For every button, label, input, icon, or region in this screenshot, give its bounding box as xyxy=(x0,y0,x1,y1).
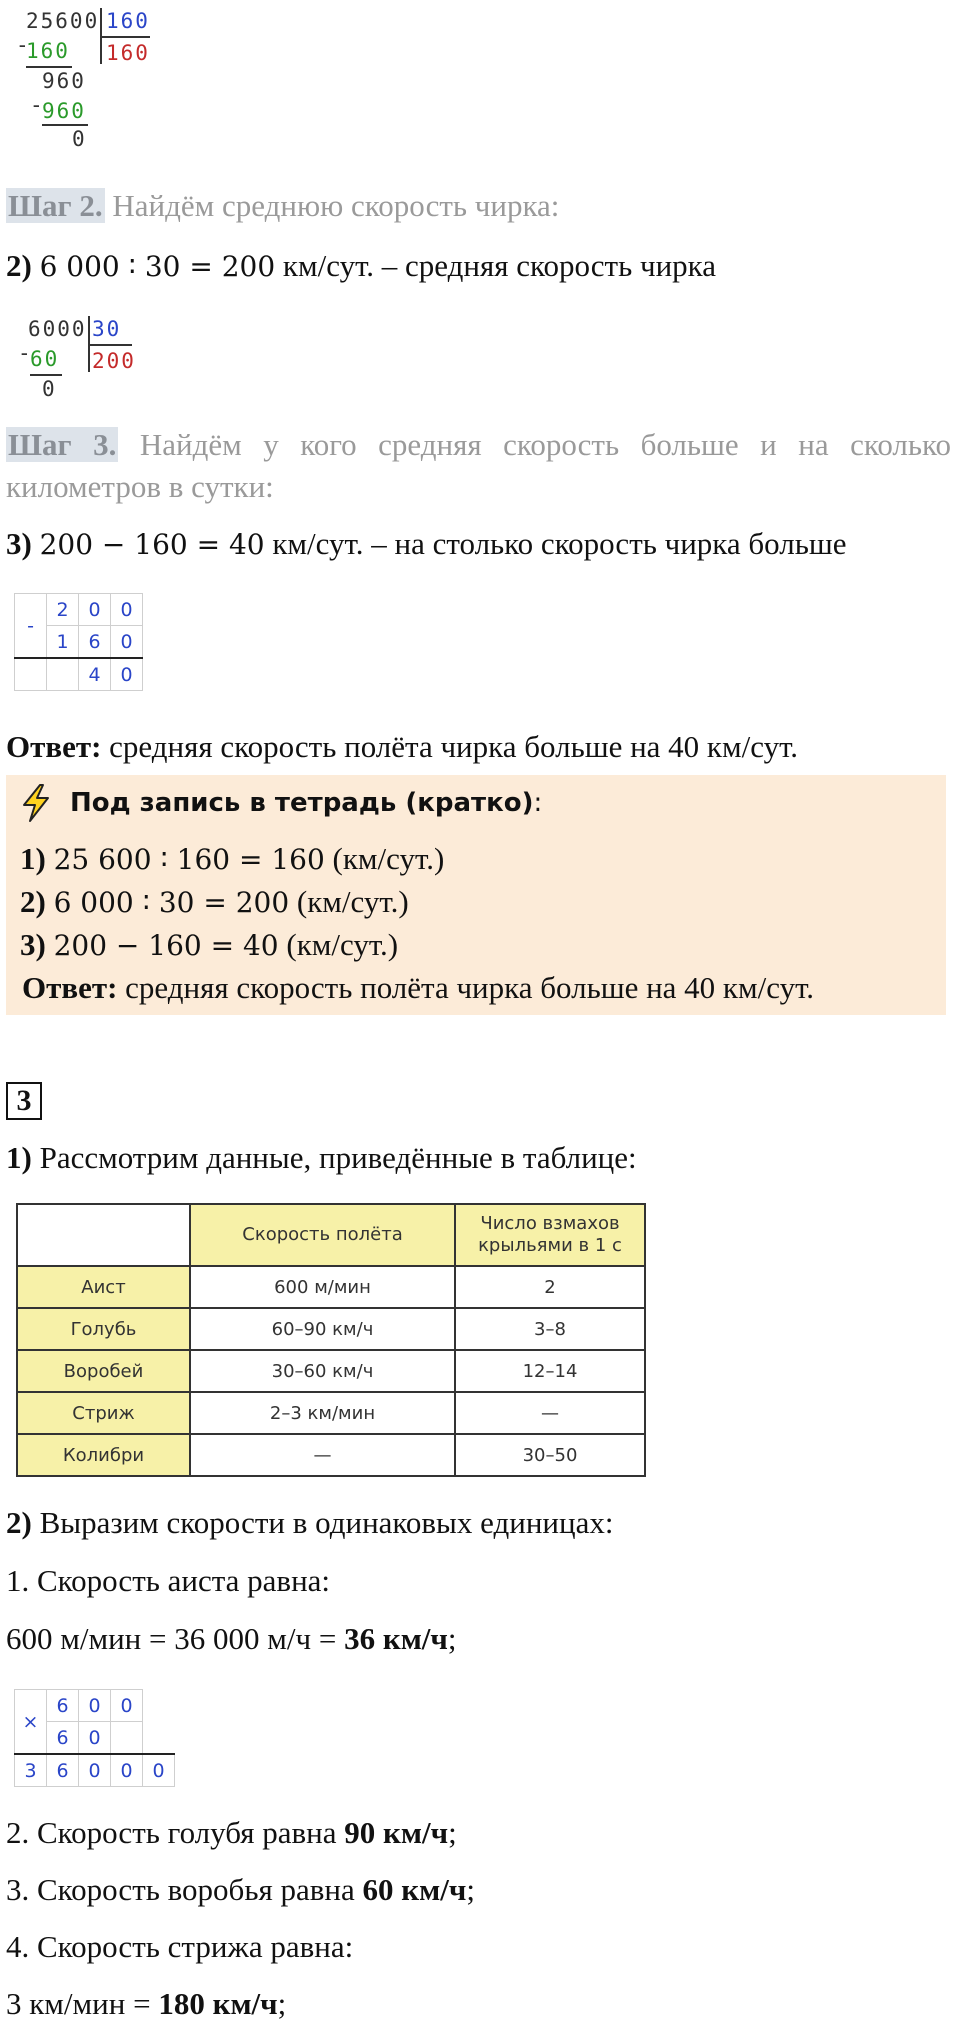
line-unit: (км/сут.) xyxy=(296,884,409,919)
task-3-point-2 xyxy=(6,1503,613,1543)
table-row xyxy=(17,1350,645,1392)
birds-table xyxy=(16,1203,646,1477)
calc-text: 3 км/мин = xyxy=(6,1986,159,2021)
grid-cell xyxy=(143,1722,175,1755)
line-equation: 25 600 ∶ 160 = 160 xyxy=(53,843,325,876)
notebook-summary-box xyxy=(6,775,946,1015)
divisor: 30 xyxy=(92,317,122,341)
equation-number: 3) xyxy=(6,526,32,561)
answer-text: средняя скорость полёта чирка больше на 40 км/сут. xyxy=(125,970,815,1005)
remainder-1: 960 xyxy=(42,69,86,93)
table-row xyxy=(17,1434,645,1476)
note-line-2 xyxy=(20,882,409,923)
grid-cell xyxy=(47,658,79,691)
line-number: 1) xyxy=(20,841,46,876)
equation-number: 2) xyxy=(6,248,32,283)
point-text: Выразим скорости в одинаковых единицах: xyxy=(39,1505,614,1540)
line-equation: 6 000 ∶ 30 = 200 xyxy=(53,886,290,919)
table-row xyxy=(17,1308,645,1350)
stork-speed-calc xyxy=(6,1619,457,1659)
step-3-label: Шаг 3. xyxy=(8,427,117,462)
line-equation: 200 − 160 = 40 xyxy=(53,929,279,962)
long-division-2 xyxy=(0,310,160,405)
grid-cell xyxy=(15,658,47,691)
grid-cell: 0 xyxy=(111,1690,143,1722)
grid-cell: 0 xyxy=(79,594,111,626)
grid-cell: 0 xyxy=(111,1754,143,1787)
grid-cell: 0 xyxy=(143,1754,175,1787)
task-3-point-1 xyxy=(6,1138,637,1178)
table-row xyxy=(17,1266,645,1308)
grid-cell: 3 xyxy=(15,1754,47,1787)
note-line-3 xyxy=(20,925,398,966)
long-division-1 xyxy=(0,0,160,155)
line-number: 2) xyxy=(20,884,46,919)
step-2-text: Найдём среднюю скорость чирка: xyxy=(112,188,560,223)
step-3-text-1: Найдём у кого средняя скорость больше и на сколько xyxy=(139,427,951,462)
remainder-1: 0 xyxy=(42,377,57,401)
bird-wingbeats: 30–50 xyxy=(455,1434,645,1476)
dividend: 6000 xyxy=(28,317,87,341)
equation: 6 000 ∶ 30 = 200 xyxy=(39,250,276,283)
line-value: 90 км/ч xyxy=(344,1815,449,1850)
semicolon: ; xyxy=(448,1815,457,1850)
grid-cell: 0 xyxy=(111,658,143,691)
lightning-icon xyxy=(18,783,54,823)
grid-cell: 0 xyxy=(79,1690,111,1722)
sparrow-speed-line xyxy=(6,1870,475,1910)
step-2-equation xyxy=(6,246,716,287)
step-3-text-2: километров в сутки: xyxy=(6,469,274,504)
quotient: 160 xyxy=(106,41,150,65)
grid-cell: 0 xyxy=(79,1722,111,1755)
stork-speed-line: 1. Скорость аиста равна: xyxy=(6,1563,331,1598)
swift-speed-line: 4. Скорость стрижа равна: xyxy=(6,1929,354,1964)
step-2-label: Шаг 2. xyxy=(8,188,103,223)
note-title-colon: : xyxy=(533,788,543,818)
dove-speed-line xyxy=(6,1813,457,1853)
semicolon: ; xyxy=(277,1986,287,2021)
bird-name: Аист xyxy=(17,1266,190,1308)
step-3-equation xyxy=(6,524,847,565)
minus-sign: - xyxy=(15,594,47,659)
grid-cell: 6 xyxy=(47,1690,79,1722)
minus-sign: - xyxy=(30,93,45,117)
grid-cell: 0 xyxy=(111,626,143,659)
grid-cell: 1 xyxy=(47,626,79,659)
note-line-1 xyxy=(20,839,444,880)
task-number: 3 xyxy=(6,1082,42,1120)
answer-label: Ответ: xyxy=(6,729,102,764)
bird-name: Голубь xyxy=(17,1308,190,1350)
subtrahend-1: 60 xyxy=(30,347,60,371)
note-answer xyxy=(22,968,814,1008)
grid-cell: 6 xyxy=(79,626,111,659)
answer-text: средняя скорость полёта чирка больше на 40 км/сут. xyxy=(109,729,799,764)
calc-result: 180 км/ч xyxy=(158,1986,278,2021)
grid-cell: 0 xyxy=(111,594,143,626)
line-value: 60 км/ч xyxy=(362,1872,467,1907)
table-row xyxy=(17,1392,645,1434)
line-text: 3. Скорость воробья равна xyxy=(6,1872,363,1907)
grid-cell: 0 xyxy=(79,1754,111,1787)
remainder-2: 0 xyxy=(72,127,87,151)
bird-speed: — xyxy=(190,1434,455,1476)
line-unit: (км/сут.) xyxy=(332,841,445,876)
grid-cell xyxy=(111,1722,143,1755)
calc-text: 600 м/мин = 36 000 м/ч = xyxy=(6,1621,345,1656)
bird-speed: 600 м/мин xyxy=(190,1266,455,1308)
bird-wingbeats: 12–14 xyxy=(455,1350,645,1392)
bird-wingbeats: 2 xyxy=(455,1266,645,1308)
point-number: 2) xyxy=(6,1505,32,1540)
semicolon: ; xyxy=(466,1872,475,1907)
note-title xyxy=(70,785,542,821)
step-3-heading xyxy=(6,425,951,465)
equation: 200 − 160 = 40 xyxy=(39,528,265,561)
grid-cell: 2 xyxy=(47,594,79,626)
grid-cell: 4 xyxy=(79,658,111,691)
table-header-cell: Число взмахов крыльями в 1 с xyxy=(455,1204,645,1266)
bird-name: Воробей xyxy=(17,1350,190,1392)
dividend: 25600 xyxy=(26,9,100,33)
quotient: 200 xyxy=(92,349,136,373)
point-text: Рассмотрим данные, приведённые в таблице: xyxy=(39,1140,637,1175)
line-text: 2. Скорость голубя равна xyxy=(6,1815,345,1850)
grid-cell xyxy=(143,1690,175,1722)
bird-name: Стриж xyxy=(17,1392,190,1434)
answer-label: Ответ: xyxy=(22,970,118,1005)
grid-cell: 6 xyxy=(47,1754,79,1787)
line-number: 3) xyxy=(20,927,46,962)
swift-speed-calc xyxy=(6,1984,286,2024)
divisor: 160 xyxy=(106,9,150,33)
note-title-text: Под запись в тетрадь (кратко) xyxy=(70,788,534,818)
point-number: 1) xyxy=(6,1140,32,1175)
calc-result: 36 км/ч xyxy=(344,1621,448,1656)
answer-1 xyxy=(6,727,798,767)
minus-sign: - xyxy=(18,341,33,365)
table-header-cell xyxy=(17,1204,190,1266)
bird-wingbeats: 3–8 xyxy=(455,1308,645,1350)
multiplication-grid xyxy=(14,1689,175,1787)
bird-wingbeats: — xyxy=(455,1392,645,1434)
bird-name: Колибри xyxy=(17,1434,190,1476)
grid-cell: 6 xyxy=(47,1722,79,1755)
bird-speed: 2–3 км/мин xyxy=(190,1392,455,1434)
line-unit: (км/сут.) xyxy=(286,927,399,962)
subtraction-grid xyxy=(14,593,143,691)
minus-sign: - xyxy=(16,33,31,57)
bird-speed: 60–90 км/ч xyxy=(190,1308,455,1350)
semicolon: ; xyxy=(447,1621,457,1656)
bird-speed: 30–60 км/ч xyxy=(190,1350,455,1392)
subtrahend-1: 160 xyxy=(26,39,70,63)
subtrahend-2: 960 xyxy=(42,99,86,123)
equation-tail: км/сут. – средняя скорость чирка xyxy=(282,248,717,283)
equation-tail: км/сут. – на столько скорость чирка больше xyxy=(272,526,847,561)
table-header-cell: Скорость полёта xyxy=(190,1204,455,1266)
multiply-sign: × xyxy=(15,1690,47,1755)
step-2-heading xyxy=(6,186,559,226)
